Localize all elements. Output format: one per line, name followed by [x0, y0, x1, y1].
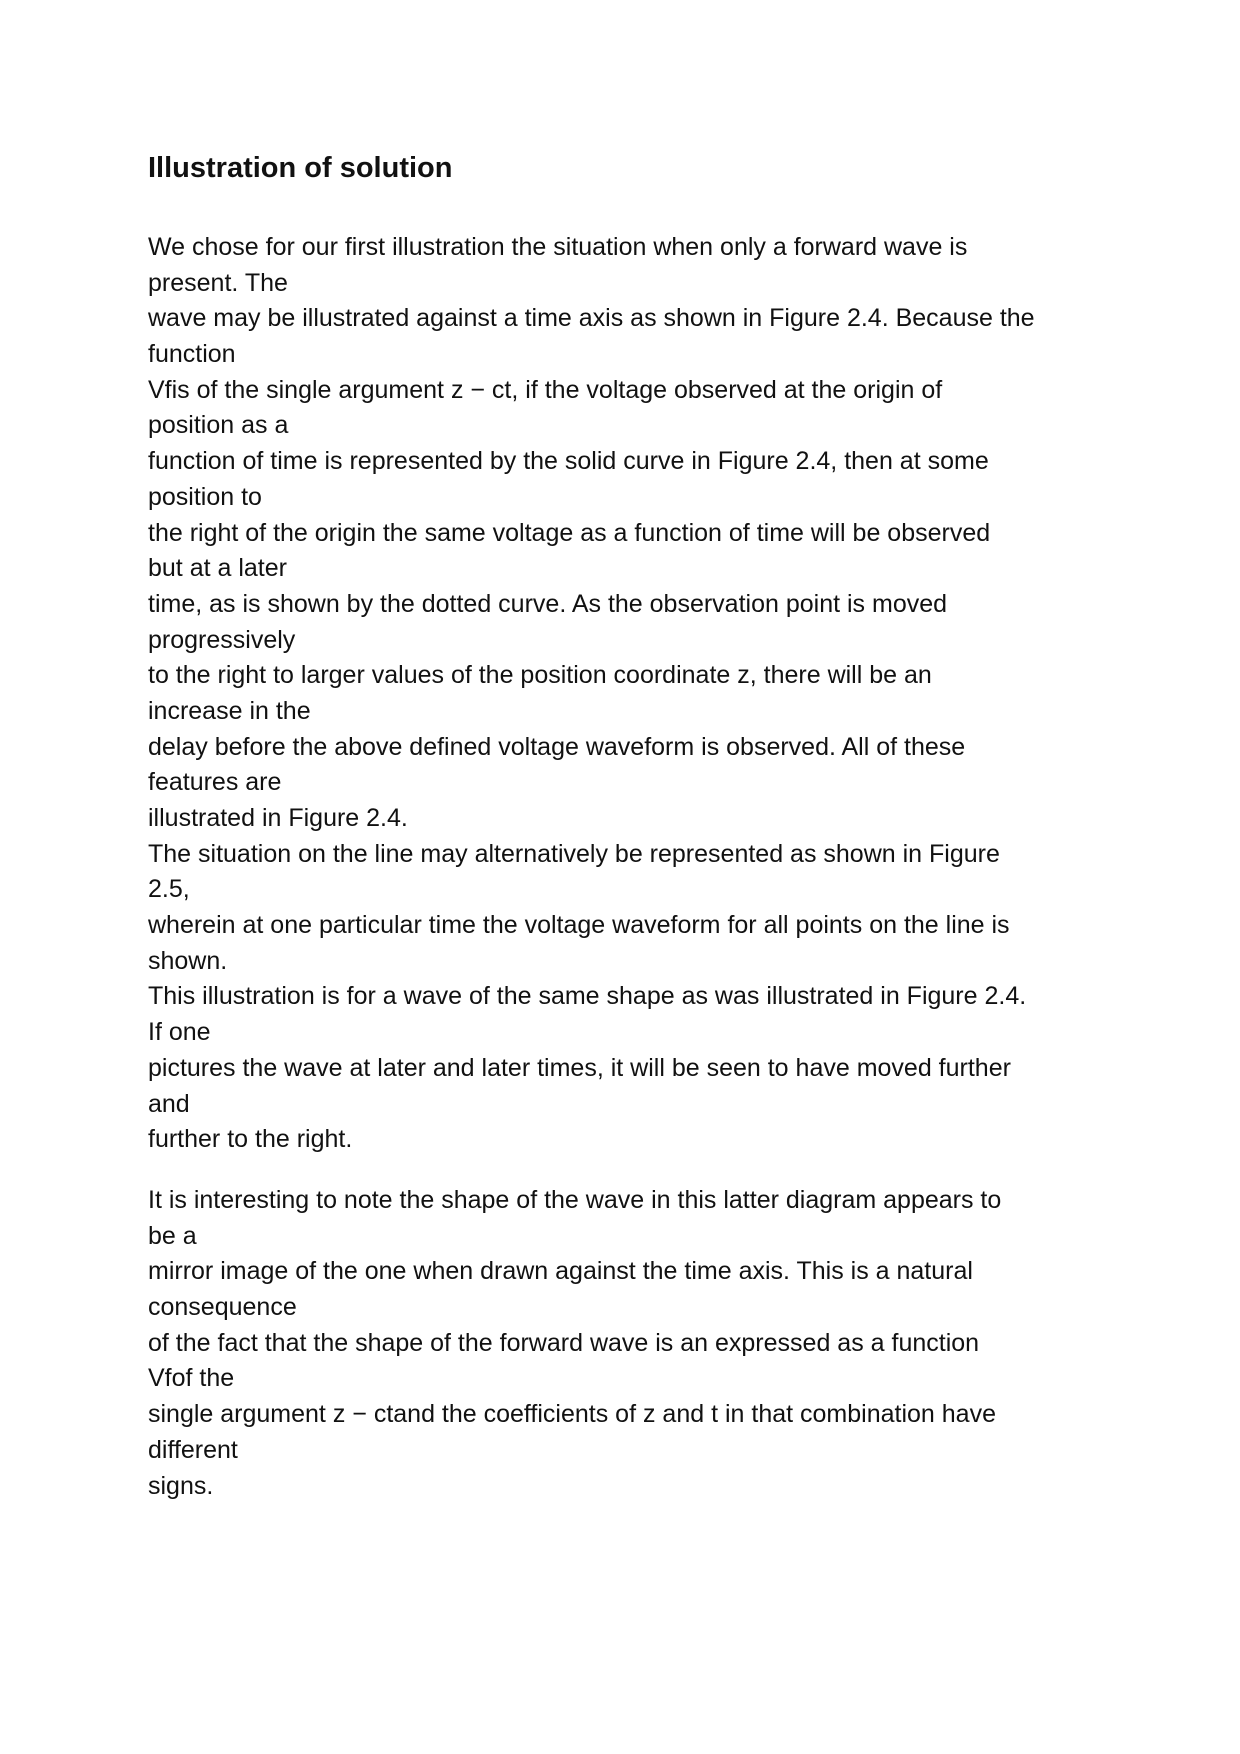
text-line: delay before the above defined voltage waveform is observed. All of these	[148, 732, 966, 761]
text-line: different	[148, 1435, 238, 1464]
text-line: illustrated in Figure 2.4.	[148, 804, 408, 832]
text-line: We chose for our first illustration the situation when only a forward wave is	[148, 233, 968, 261]
text-line: the right of the origin the same voltage as a function of time will be observed	[148, 518, 991, 547]
text-line: 2.5,	[148, 875, 190, 904]
text-line: If one	[148, 1018, 211, 1047]
text-line: Vfis of the single argument z − ct, if the voltage observed at the origin of	[148, 375, 943, 404]
text-line: further to the right.	[148, 1125, 353, 1154]
text-line: progressively	[148, 625, 296, 654]
text-line: to the right to larger values of the position coordinate z, there will be an	[148, 661, 932, 690]
page-title: Illustration of solution	[148, 152, 453, 184]
paragraph-1	[148, 230, 1108, 1158]
text-line: The situation on the line may alternatively be represented as shown in Figure	[148, 839, 1000, 868]
text-line: function of time is represented by the solid curve in Figure 2.4, then at some	[148, 447, 989, 476]
text-line: be a	[148, 1221, 197, 1250]
text-line: of the fact that the shape of the forward wave is an expressed as a function	[148, 1328, 980, 1357]
text-line: and	[148, 1089, 190, 1118]
text-line: present. The	[148, 268, 288, 297]
paragraph-2	[148, 1183, 1108, 1504]
text-line: mirror image of the one when drawn against the time axis. This is a natural	[148, 1257, 973, 1286]
text-line: This illustration is for a wave of the same shape as was illustrated in Figure 2.4.	[148, 982, 1027, 1011]
text-line: single argument z − ctand the coefficients of z and t in that combination have	[148, 1400, 996, 1429]
text-line: features are	[148, 768, 282, 797]
text-line: consequence	[148, 1293, 297, 1322]
text-line: signs.	[148, 1471, 214, 1500]
text-line: wave may be illustrated against a time axis as shown in Figure 2.4. Because the	[148, 304, 1035, 333]
text-line: increase in the	[148, 696, 311, 725]
text-line: position to	[148, 482, 262, 511]
text-line: time, as is shown by the dotted curve. As the observation point is moved	[148, 589, 948, 618]
text-line: It is interesting to note the shape of the wave in this latter diagram appears to	[148, 1186, 1002, 1214]
text-line: but at a later	[148, 554, 287, 583]
text-line: function	[148, 340, 236, 369]
text-line: position as a	[148, 411, 289, 440]
text-line: wherein at one particular time the voltage waveform for all points on the line is	[148, 911, 1010, 940]
text-line: Vfof the	[148, 1364, 235, 1393]
text-line: shown.	[148, 946, 228, 975]
text-line: pictures the wave at later and later times, it will be seen to have moved further	[148, 1053, 1011, 1082]
